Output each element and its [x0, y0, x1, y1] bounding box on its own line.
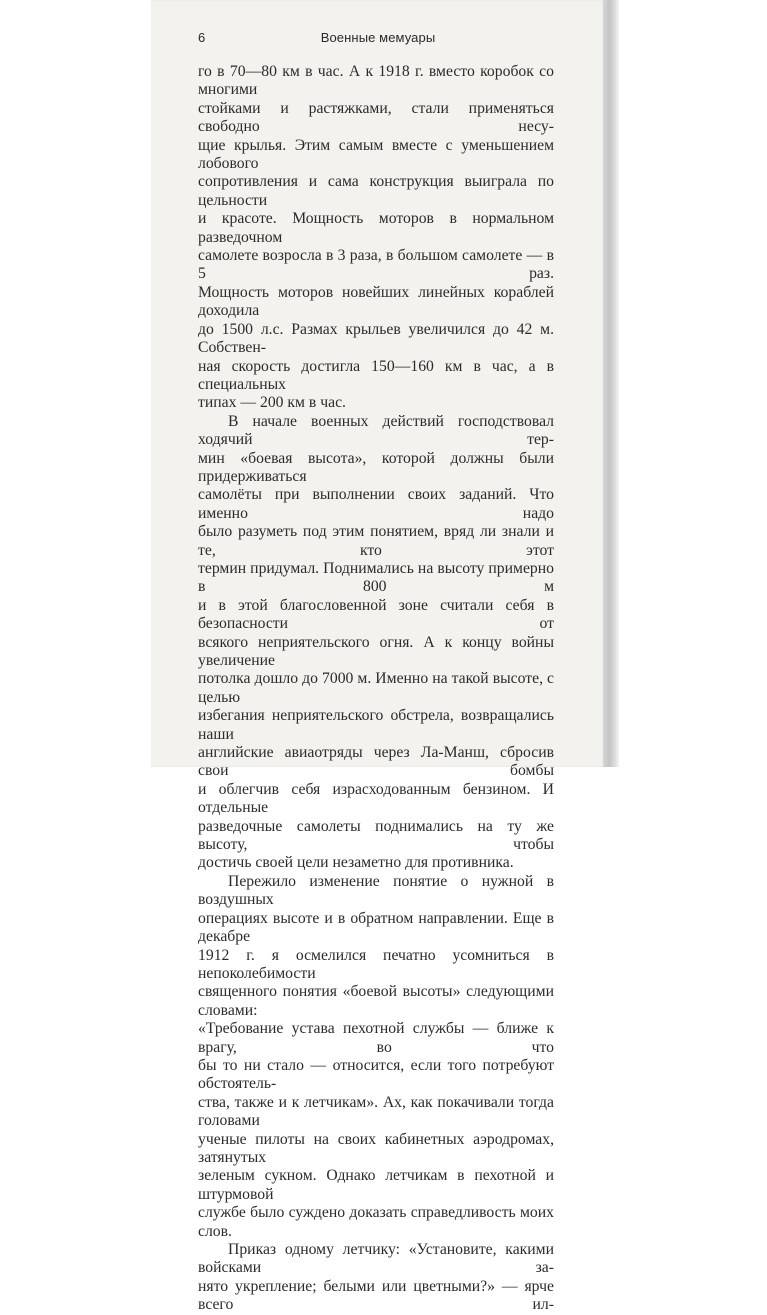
- text-line: щие крылья. Этим самым вместе с уменьшением лобового: [198, 136, 554, 173]
- text-line: было разуметь под этим понятием, вряд ли знали и те, кто этот: [198, 523, 554, 559]
- text-line: бы то ни стало — относится, если того потребуют обстоятель-: [198, 1056, 554, 1093]
- text-line: до 1500 л.с. Размах крыльев увеличился до 42 м. Собствен-: [198, 320, 554, 357]
- text-line: В начале военных действий господствовал ходячий тер-: [198, 412, 554, 449]
- text-line: го в 70—80 км в час. А к 1918 г. вместо коробок со многими: [198, 63, 554, 99]
- book-page: [151, 0, 605, 1314]
- text-line: термин придумал. Поднимались на высоту примерно в 800 м: [198, 559, 554, 596]
- text-line: Приказ одному летчику: «Установите, какими войсками за-: [198, 1241, 554, 1277]
- text-line: ства, также и к летчикам». Ах, как покачивали тогда головами: [198, 1093, 554, 1130]
- text-line: мин «боевая высота», которой должны были придерживаться: [198, 449, 554, 485]
- text-line: достичь своей цели незаметно для противника.: [198, 854, 514, 872]
- text-line: сопротивления и сама конструкция выиграла по цельности: [198, 173, 554, 209]
- text-line: нято укрепление; белыми или цветными?» — ярче всего ил-: [198, 1277, 554, 1314]
- text-line: и красоте. Мощность моторов в нормальном разведочном: [198, 210, 554, 246]
- text-line: избегания неприятельского обстрела, возвращались наши: [198, 707, 554, 743]
- text-line: ная скорость достигла 150—160 км в час, а в специальных: [198, 357, 554, 393]
- text-line: самолёты при выполнении своих заданий. Что именно надо: [198, 486, 554, 522]
- text-line: священного понятия «боевой высоты» следующими словами:: [198, 983, 554, 1019]
- text-line: и облегчив себя израсходованным бензином. И отдельные: [198, 780, 554, 817]
- page-header: [151, 30, 605, 50]
- text-line: и в этой благословенной зоне считали себя в безопасности от: [198, 596, 554, 633]
- text-line: потолка дошло до 7000 м. Именно на такой высоте, с целью: [198, 670, 554, 706]
- text-line: 1912 г. я осмелился печатно усомниться в непоколебимости: [198, 946, 554, 982]
- page-number: 6: [198, 30, 206, 45]
- body-text: [198, 63, 554, 1315]
- running-title: Военные мемуары: [320, 30, 436, 45]
- text-line: зеленым сукном. Однако летчикам в пехотной и штурмовой: [198, 1167, 554, 1203]
- text-line: «Требование устава пехотной службы — ближе к врагу, во что: [198, 1020, 554, 1056]
- text-line: Пережило изменение понятие о нужной в воздушных: [198, 872, 554, 909]
- text-line: операциях высоте и в обратном направлении. Еще в декабре: [198, 909, 554, 946]
- text-line: Мощность моторов новейших линейных кораблей доходила: [198, 283, 554, 320]
- page-edge-shadow: [603, 0, 619, 767]
- text-line: самолете возросла в 3 раза, в большом самолете — в 5 раз.: [198, 247, 554, 283]
- text-line: стойками и растяжками, стали применяться свободно несу-: [198, 99, 554, 136]
- text-line: разведочные самолеты поднимались на ту же высоту, чтобы: [198, 817, 554, 854]
- text-line: службе было суждено доказать справедливость моих слов.: [198, 1204, 554, 1240]
- text-line: всякого неприятельского огня. А к концу войны увеличение: [198, 633, 554, 669]
- text-line: английские авиаотряды через Ла-Манш, сбросив свои бомбы: [198, 744, 554, 780]
- text-line: ученые пилоты на своих кабинетных аэродромах, затянутых: [198, 1130, 554, 1166]
- text-line: типах — 200 км в час.: [198, 394, 346, 412]
